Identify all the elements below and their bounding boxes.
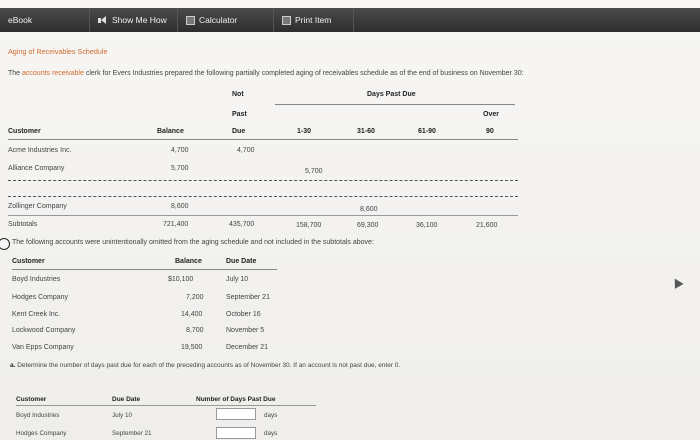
omitted-due-date: December 21 (226, 344, 269, 351)
row-customer: Zollinger Company (8, 203, 67, 210)
days-past-due-rule (275, 104, 515, 105)
omitted-customer: Boyd Industries (12, 276, 61, 283)
header-days-past-due: Days Past Due (367, 91, 416, 98)
header-90: 90 (486, 128, 494, 135)
answer-header-customer: Customer (16, 396, 47, 403)
omitted-due-date: October 16 (226, 311, 261, 318)
header-31-60: 31-60 (357, 128, 375, 135)
row-31-60: 8,600 (360, 206, 378, 213)
print-icon (282, 16, 291, 25)
toolbar (0, 8, 700, 32)
omitted-header-rule (12, 269, 277, 270)
header-over: Over (483, 111, 499, 118)
row-1-30: 5,700 (305, 168, 323, 175)
row-not-past-due: 4,700 (237, 147, 255, 154)
days-past-due-input[interactable] (216, 408, 256, 420)
header-not: Not (232, 91, 244, 98)
omitted-customer: Lockwood Company (12, 327, 76, 334)
speaker-icon (98, 16, 108, 25)
header-1-30: 1-30 (297, 128, 312, 135)
omitted-due-date: November 5 (226, 327, 265, 334)
header-due: Due (232, 128, 246, 135)
header-customer: Customer (8, 128, 41, 135)
subtotal-not-past-due: 435,700 (229, 221, 255, 228)
omitted-balance: 19,500 (181, 344, 203, 351)
omitted-due-date: July 10 (226, 276, 249, 283)
row-balance: 5,700 (171, 165, 189, 172)
omitted-balance: $10,100 (168, 276, 194, 283)
print-item-button[interactable] (274, 8, 354, 32)
subtotal-rule (8, 215, 518, 216)
header-past: Past (232, 111, 247, 118)
calculator-label: Calculator (199, 15, 238, 25)
intro-text (8, 70, 524, 77)
mouse-cursor-icon (670, 276, 683, 289)
days-past-due-input[interactable] (216, 427, 256, 439)
show-me-how-button[interactable] (90, 8, 178, 32)
calculator-button[interactable] (178, 8, 274, 32)
answer-header-due-date: Due Date (112, 396, 141, 403)
row-balance: 8,600 (171, 203, 189, 210)
subtotal-31-60: 69,300 (357, 222, 379, 229)
answer-due-date: July 10 (112, 412, 132, 419)
answer-due-date: September 21 (112, 430, 152, 437)
row-customer: Alliance Company (8, 165, 65, 172)
omitted-balance: 8,700 (186, 327, 204, 334)
subtotal-1-30: 158,700 (296, 222, 322, 229)
omitted-due-date: September 21 (226, 294, 270, 301)
omitted-customer: Kent Creek Inc. (12, 311, 61, 318)
answer-header-days: Number of Days Past Due (196, 396, 276, 403)
question-letter: a. (10, 362, 16, 369)
header-balance: Balance (157, 128, 184, 135)
answer-unit: days (264, 412, 278, 419)
omitted-rows-separator (8, 180, 518, 181)
omitted-customer: Van Epps Company (12, 344, 74, 351)
answer-customer: Boyd Industries (16, 412, 60, 419)
ebook-button[interactable] (0, 8, 90, 32)
intro-post: clerk for Evers Industries prepared the following partially completed aging of receivables schedule as of the end of business on November 30: (83, 70, 524, 77)
header-61-90: 61-90 (418, 128, 436, 135)
omitted-rows-separator (8, 196, 518, 197)
omitted-header-customer: Customer (12, 258, 45, 265)
breadcrumb: Aging of Receivables Schedule (8, 47, 108, 56)
subtotal-61-90: 36,100 (416, 222, 438, 229)
row-balance: 4,700 (171, 147, 189, 154)
print-item-label: Print Item (295, 15, 332, 25)
answer-unit: days (264, 430, 278, 437)
subtotal-balance: 721,400 (163, 221, 189, 228)
subtotal-over-90: 21,600 (476, 222, 498, 229)
question-text (10, 362, 400, 369)
show-me-how-label: Show Me How (112, 15, 167, 25)
answer-header-rule (16, 405, 316, 406)
omitted-balance: 14,400 (181, 311, 203, 318)
omitted-header-due-date: Due Date (226, 258, 257, 265)
intro-pre: The (8, 70, 23, 77)
ebook-label: eBook (8, 15, 33, 25)
glossary-link[interactable]: accounts receivable (22, 70, 84, 77)
omitted-header-balance: Balance (175, 258, 202, 265)
calculator-icon (186, 16, 195, 25)
omitted-customer: Hodges Company (12, 294, 69, 301)
subtotals-label: Subtotals (8, 221, 38, 228)
step-marker-circle (0, 238, 10, 250)
answer-customer: Hodges Company (16, 430, 67, 437)
omitted-balance: 7,200 (186, 294, 204, 301)
row-customer: Acme Industries Inc. (8, 147, 72, 154)
question-body: Determine the number of days past due for each of the preceding accounts as of November 30. If an account is not past due, enter 0. (15, 362, 401, 369)
omitted-intro: The following accounts were unintentionally omitted from the aging schedule and not included in the subtotals above: (12, 239, 374, 246)
header-rule (8, 139, 518, 140)
